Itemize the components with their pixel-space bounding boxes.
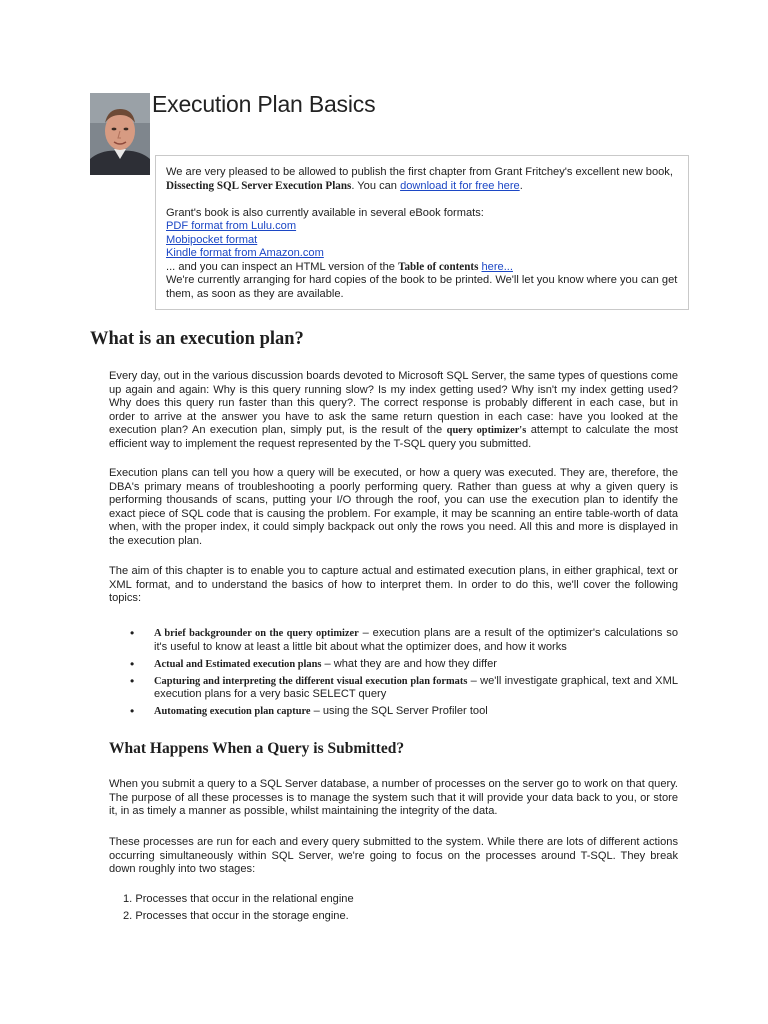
paragraph-stages: These processes are run for each and every query submitted to the system. While there are lots of different actions occurring simultaneously within SQL Server, we're going to focus on the processes around T-SQL. They break down roughly into two stages:: [109, 836, 678, 876]
intro-paragraph: [166, 166, 678, 193]
topic-term: Actual and Estimated execution plans: [154, 658, 322, 670]
stages-list: [109, 893, 354, 927]
section-heading-query-submitted: What Happens When a Query is Submitted?: [109, 740, 405, 757]
list-item: [109, 675, 678, 702]
section-heading-execution-plan: What is an execution plan?: [90, 329, 304, 349]
topic-text: – what they are and how they differ: [321, 657, 497, 670]
paragraph-intro: [109, 370, 678, 452]
hardcopy-note: We're currently arranging for hard copies of the book to be printed. We'll let you know where you can get them, as soon as they are available.: [166, 274, 678, 300]
topic-term: Capturing and interpreting the different visual execution plan formats: [154, 675, 468, 687]
intro-text-end: .: [519, 179, 523, 192]
topic-term: A brief backgrounder on the query optimizer: [154, 628, 359, 639]
pdf-lulu-link[interactable]: PDF format from Lulu.com: [166, 220, 297, 232]
mobipocket-link[interactable]: Mobipocket format: [166, 233, 258, 246]
topic-text: – execution plans are a result of the optimizer's calculations so it's useful to know at least a little bit about what the optimizer does, and how it works: [154, 627, 678, 653]
html-version-line: [166, 261, 678, 275]
paragraph-purpose: Execution plans can tell you how a query will be executed, or how a query was executed. They are, therefore, the DBA's primary means of troubleshooting a poorly performing query. Rather than guess at why a given query is performing thousands of scans, putting your I/O through the roof, you can use the execution plan to identify the exact piece of SQL code that is causing the problem. For example, it may be scanning an entire table-worth of data when, with the proper index, it could simply backpack out only the rows you need. All this and more is displayed in the execution plan.: [109, 467, 678, 547]
list-item: [109, 705, 678, 719]
paragraph-intro-end: attempt to calculate the most efficient way to implement the request represented by the T-SQL query you submitted.: [109, 424, 678, 450]
intro-text: We are very pleased to be allowed to publish the first chapter from Grant Fritchey's excellent new book,: [166, 166, 673, 178]
download-link[interactable]: download it for free here: [400, 179, 520, 192]
page-title: Execution Plan Basics: [152, 91, 376, 117]
ebook-link-pdf-row: [166, 220, 678, 234]
toc-label: Table of contents: [398, 260, 479, 273]
list-item: [109, 627, 678, 654]
paragraph-query-processes: When you submit a query to a SQL Server database, a number of processes on the server go to work on that query. The purpose of all these processes is to manage the system such that it will provide your data back to you, or store it, in as timely a manner as possible, whilst maintaining the integrity of the data.: [109, 778, 678, 818]
ebook-intro: Grant's book is also currently available in several eBook formats:: [166, 206, 484, 219]
author-portrait-image: [90, 93, 150, 175]
paragraph-aim: The aim of this chapter is to enable you to capture actual and estimated execution plans, in either graphical, text or XML format, and to understand the basics of how to interpret them. In order to do this, we'll cover the following topics:: [109, 565, 678, 605]
html-version-text: ... and you can inspect an HTML version of the: [166, 260, 399, 273]
ebook-link-kindle-row: [166, 247, 678, 261]
paragraph-intro-text: Every day, out in the various discussion boards devoted to Microsoft SQL Server, the same types of questions come up again and again: Why is this query running slow? Is my index getting used? Why isn't my index getting used? Why does this query run faster than this query?. The correct response is probably different in each case, but in order to arrive at the answer you have to ask the same return question in each case: have you looked at the execution plan? An execution plan, simply put, is the result of the: [109, 370, 678, 437]
intro-box: [155, 155, 689, 310]
ebook-link-mobi-row: [166, 234, 678, 248]
topics-list: [109, 627, 678, 723]
kindle-amazon-link[interactable]: Kindle format from Amazon.com: [166, 247, 324, 259]
book-title: Dissecting SQL Server Execution Plans: [166, 179, 352, 192]
list-item: 2. Processes that occur in the storage engine.: [123, 910, 349, 923]
list-item: 1. Processes that occur in the relational engine: [123, 893, 354, 905]
author-photo: [90, 93, 150, 175]
list-item: [109, 658, 678, 672]
intro-text-mid: . You can: [351, 179, 401, 192]
topic-text: – using the SQL Server Profiler tool: [310, 705, 488, 718]
topic-text: – we'll investigate graphical, text and XML execution plans for a very basic SELECT query: [154, 674, 678, 701]
query-optimizer-term: query optimizer's: [446, 425, 527, 437]
toc-link[interactable]: here...: [481, 260, 513, 273]
topic-term: Automating execution plan capture: [154, 706, 311, 718]
